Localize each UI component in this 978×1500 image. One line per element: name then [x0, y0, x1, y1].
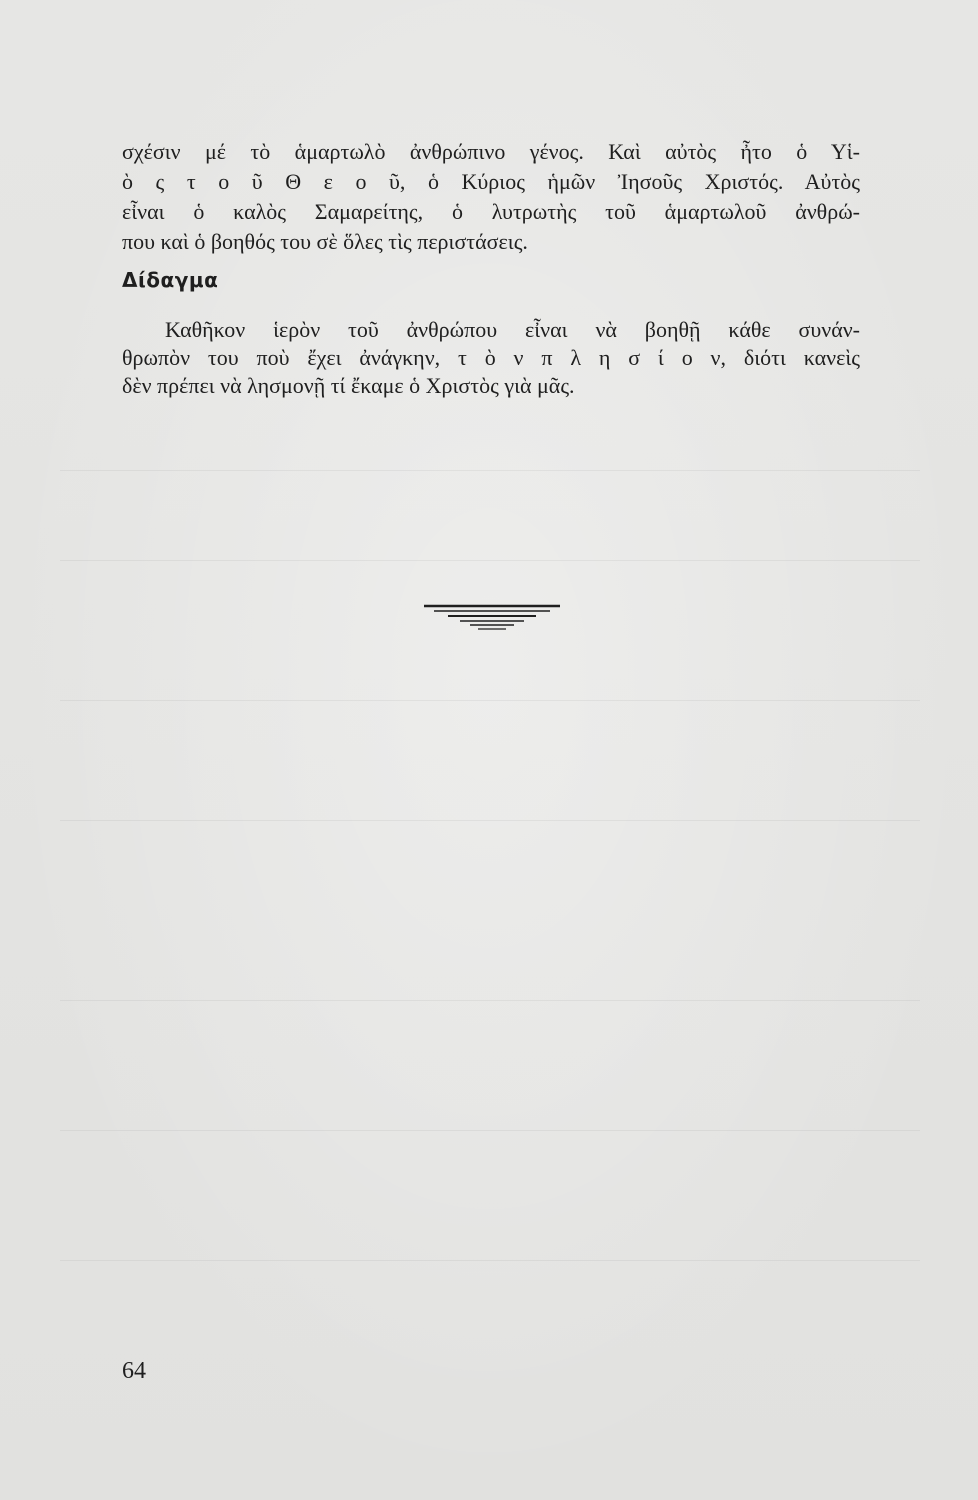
text-line: ὸ ς τ ο ῦ Θ ε ο ῦ, ὁ Κύριος ἡμῶν Ἰησοῦς Χριστός. Αὐτὸς	[122, 169, 860, 194]
text-line: εἶναι ὁ καλὸς Σαμαρείτης, ὁ λυτρωτὴς τοῦ ἁμαρτωλοῦ ἀνθρώ-	[122, 199, 860, 224]
bleed-through-mark	[60, 1130, 920, 1131]
section-heading: Δίδαγμα	[122, 268, 219, 292]
text-line: σχέσιν μέ τὸ ἁμαρτωλὸ ἀνθρώπινο γένος. Καὶ αὐτὸς ἦτο ὁ Υἱ-	[122, 139, 860, 164]
lesson-paragraph	[122, 316, 860, 400]
bleed-through-mark	[60, 700, 920, 701]
text-line: θρωπὸν του ποὺ ἔχει ἀνάγκην, τ ὸ ν π λ η σ ί ο ν, διότι κανεὶς	[122, 345, 860, 370]
tapered-rule-ornament-icon	[424, 604, 560, 632]
text-line: που καὶ ὁ βοηθός του σὲ ὅλες τὶς περιστάσεις.	[122, 229, 528, 254]
bleed-through-mark	[60, 820, 920, 821]
bleed-through-mark	[60, 1000, 920, 1001]
intro-paragraph	[122, 137, 860, 257]
bleed-through-mark	[60, 470, 920, 471]
text-line: δὲν πρέπει νὰ λησμονῇ τί ἔκαμε ὁ Χριστὸς γιὰ μᾶς.	[122, 373, 575, 398]
text-line: Καθῆκον ἱερὸν τοῦ ἀνθρώπου εἶναι νὰ βοηθῇ κάθε συνάν-	[165, 317, 860, 342]
bleed-through-mark	[60, 560, 920, 561]
page-number: 64	[122, 1358, 146, 1384]
bleed-through-mark	[60, 1260, 920, 1261]
